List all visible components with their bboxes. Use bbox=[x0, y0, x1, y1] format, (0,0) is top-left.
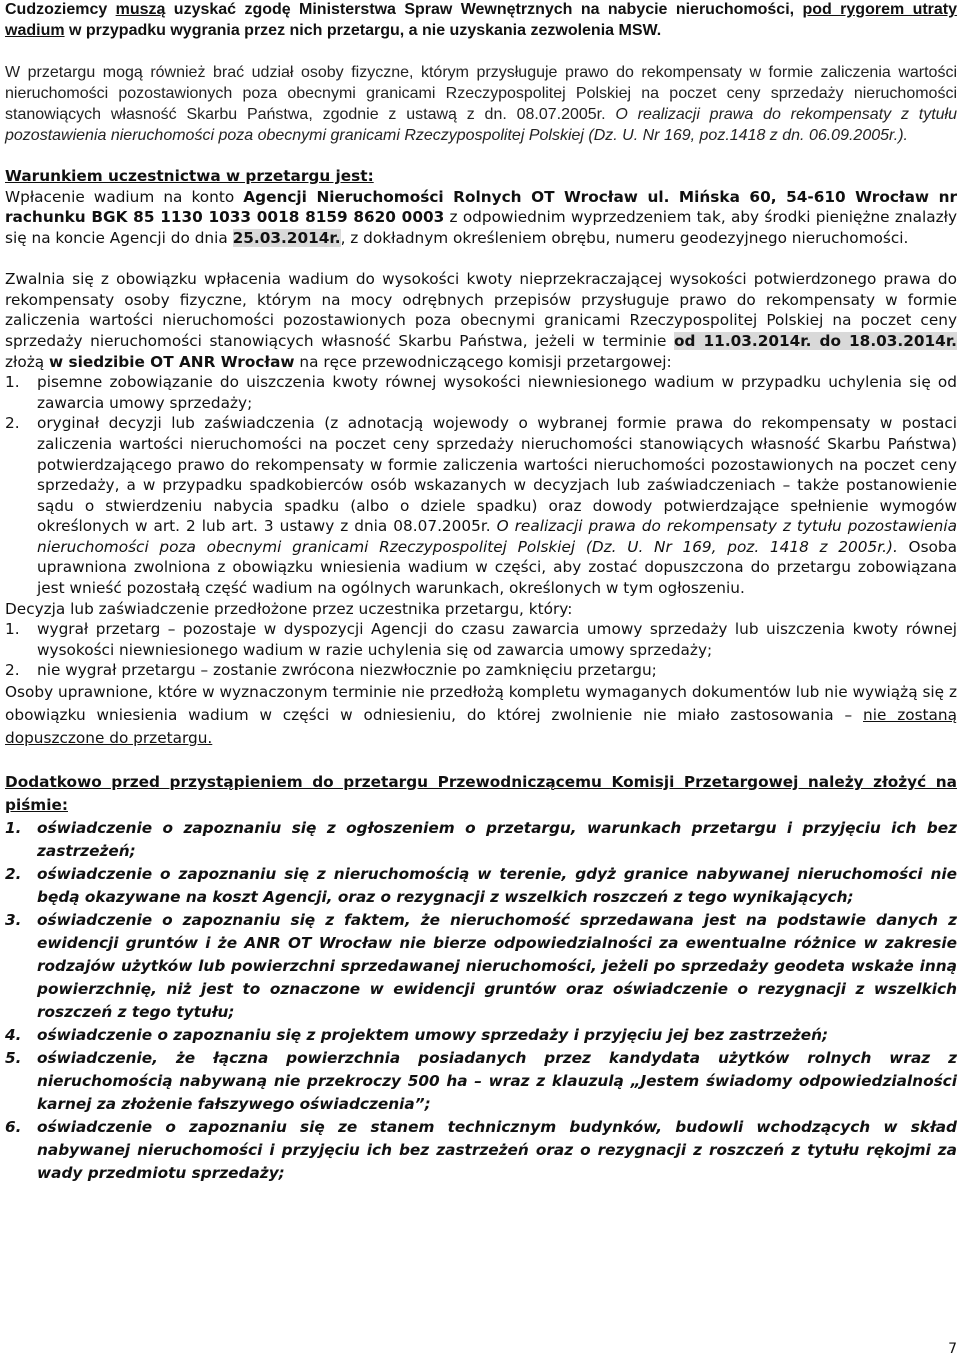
text: nie zostaną dopuszczone do przetargu. bbox=[5, 706, 957, 748]
bank-account: Agencji Nieruchomości Rolnych OT Wrocław ul. Mińska 60, 54-610 Wrocław nr rachunku BGK 85 1130 1033 0018 8159 8620 0003 bbox=[5, 187, 958, 227]
list-number: 1. bbox=[5, 373, 20, 392]
list-text: oświadczenie o zapoznaniu się z faktem, że nieruchomość sprzedawana jest na podstawie danych z ewidencji gruntów i że ANR OT Wrocław nie bierze odpowiedzialności za ewentualne różnice w zakresie rodzajów użytków lub powierzchni sprzedawanej nieruchomości, jeżeli po sprzedaży geodeta wskaże inną powierzchnię, niż jest to oznaczone w ewidencji gruntów oraz oświadczenie o rezygnacji z wszelkich roszczeń z tego tytułu; bbox=[37, 910, 957, 1021]
list-text: oświadczenie o zapoznaniu się z nieruchomością w terenie, gdyż granice nabywanej nieruchomości nie będą okazywane na koszt Agencji, oraz o rezygnacji z wszelkich roszczeń z tego wynikających; bbox=[37, 864, 957, 906]
list-number: 2. bbox=[5, 414, 20, 433]
text: w przypadku wygrania przez nich przetargu, a nie uzyskania zezwolenia MSW. bbox=[64, 22, 662, 39]
compensation-paragraph bbox=[5, 62, 957, 146]
list-number: 2. bbox=[5, 864, 22, 883]
list-number: 1. bbox=[5, 620, 20, 639]
list-item bbox=[5, 413, 957, 598]
document-page bbox=[5, 0, 957, 1185]
text: Wpłacenie wadium na konto bbox=[5, 187, 244, 206]
text: Osoby uprawnione, które w wyznaczonym terminie nie przedłożą kompletu wymaganych dokumentów lub nie wywiążą się z obowiązku wniesienia wadium w części w odniesieniu, do której zwolnienie nie miało zastosowania – bbox=[5, 683, 957, 725]
list-text: oświadczenie o zapoznaniu się z ogłoszeniem o przetargu, warunkach przetargu i przyjęciu ich bez zastrzeżeń; bbox=[37, 818, 957, 860]
participation-heading: Warunkiem uczestnictwa w przetargu jest: bbox=[5, 167, 374, 186]
statement-item bbox=[5, 817, 957, 863]
text: O realizacji prawa do rekompensaty z tytułu pozostawienia nieruchomości poza obecnymi granicami Rzeczypospolitej Polskiej (Dz. U. Nr 169, poz.1418 z dn. 06.09.2005r.). bbox=[5, 105, 958, 144]
list-number: 2. bbox=[5, 661, 20, 680]
text: Osoba uprawniona zwolniona z obowiązku wniesienia wadium w części, aby zostać dopuszczona do przetargu zobowiązana jest wnieść pozostałą część wadium na ogólnych warunkach, określonych w tym ogłoszeniu. bbox=[37, 537, 957, 598]
list-item bbox=[5, 372, 957, 413]
text: na ręce przewodniczącego komisji przetargowej: bbox=[294, 352, 672, 371]
statement-item bbox=[5, 863, 957, 909]
text: z odpowiednim wyprzedzeniem tak, aby środki pieniężne znalazły się na koncie Agencji do dnia bbox=[5, 208, 957, 247]
eligibility-paragraph bbox=[5, 681, 957, 750]
text: , z dokładnym określeniem obrębu, numeru geodezyjnego nieruchomości. bbox=[340, 228, 909, 247]
text: pod rygorem utraty wadium bbox=[5, 1, 958, 39]
list-text: oświadczenie o zapoznaniu się z projektem umowy sprzedaży i przyjęciu jej bez zastrzeżeń; bbox=[37, 1025, 829, 1044]
list-number: 3. bbox=[5, 910, 22, 929]
list-number: 5. bbox=[5, 1048, 22, 1067]
text: muszą bbox=[115, 1, 166, 18]
list-text: oświadczenie o zapoznaniu się ze stanem technicznym budynków, budowli wchodzących w skład nabywanej nieruchomości i przyjęciu ich bez zastrzeżeń oraz o rezygnacji z roszczeń z tytułu rękojmi za wady przedmiotu sprzedaży; bbox=[37, 1117, 957, 1182]
exemption-dates: od 11.03.2014r. do 18.03.2014r. bbox=[674, 331, 957, 350]
text: uzyskać zgodę Ministerstwa Spraw Wewnętrznych na nabycie nieruchomości, bbox=[165, 1, 803, 18]
statement-item bbox=[5, 1047, 957, 1116]
list-number: 4. bbox=[5, 1025, 22, 1044]
page-number: 7 bbox=[948, 1341, 957, 1357]
list-item bbox=[5, 660, 957, 681]
text: złożą bbox=[5, 352, 50, 371]
statement-item bbox=[5, 909, 957, 1024]
text: Zwalnia się z obowiązku wpłacenia wadium do wysokości kwoty nieprzekraczającej wysokości potwierdzonego prawa do rekompensaty osoby fizyczne, którym na mocy odrębnych przepisów przysługuje prawo do rekompensaty w formie zaliczenia wartości nieruchomości pozostawionych poza obecnymi granicami Rzeczypospolitej Polskiej na poczet ceny sprzedaży nieruchomości stanowiących własność Skarbu Państwa, jeżeli w terminie bbox=[5, 270, 957, 350]
list-number: 1. bbox=[5, 818, 22, 837]
list-text bbox=[37, 413, 957, 598]
list-text: oświadczenie, że łączna powierzchnia posiadanych przez kandydata użytków rolnych wraz z nieruchomością nabywaną nie przekroczy 500 ha – wraz z klauzulą „Jestem świadomy odpowiedzialności karnej za złożenie fałszywego oświadczenia”; bbox=[37, 1048, 957, 1113]
list-item bbox=[5, 619, 957, 660]
list-text: wygrał przetarg – pozostaje w dyspozycji Agencji do czasu zawarcia umowy sprzedaży lub uiszczenia kwoty równej wysokości niewniesionego wadium w razie uchylenia się od zawarcia umowy sprzedaży; bbox=[37, 620, 957, 659]
list-text: nie wygrał przetargu – zostanie zwrócona niezwłocznie po zamknięciu przetargu; bbox=[37, 661, 657, 680]
text: W przetargu mogą również brać udział osoby fizyczne, którym przysługuje prawo do rekompensaty w formie zaliczenia wartości nieruchomości pozostawionych poza obecnymi granicami Rzeczypospolitej Polskiej na poczet ceny sprzedaży nieruchomości stanowiących własność Skarbu Państwa, zgodnie z ustawą z dn. 08.07.2005r. bbox=[5, 63, 957, 123]
deposit-paragraph bbox=[5, 187, 957, 249]
text: O realizacji prawa do rekompensaty z tytułu pozostawienia nieruchomości poza obecnymi granicami Rzeczypospolitej Polskiej (Dz. U. Nr 169, poz. 1418 z 2005r.). bbox=[37, 517, 957, 556]
foreigners-paragraph bbox=[5, 0, 957, 41]
decision-paragraph: Decyzja lub zaświadczenie przedłożone przez uczestnika przetargu, który: bbox=[5, 599, 573, 618]
text: w siedzibie OT ANR Wrocław bbox=[49, 352, 295, 371]
statement-item bbox=[5, 1116, 957, 1185]
statement-item bbox=[5, 1024, 957, 1047]
list-text: pisemne zobowiązanie do uiszczenia kwoty równej wysokości niewniesionego wadium w przypadku uchylenia się od zawarcia umowy sprzedaży; bbox=[37, 373, 957, 412]
list-number: 6. bbox=[5, 1117, 22, 1136]
text: Cudzoziemcy bbox=[5, 1, 116, 18]
additional-heading: Dodatkowo przed przystąpieniem do przetargu Przewodniczącemu Komisji Przetargowej należy złożyć na piśmie: bbox=[5, 772, 957, 814]
text: oryginał decyzji lub zaświadczenia (z adnotacją wojewody o wybranej formie prawa do rekompensaty w postaci zaliczenia wartości nieruchomości na poczet ceny sprzedaży nieruchomości stanowiących własność Skarbu Państwa) potwierdzającego prawo do rekompensaty w formie zaliczenia wartości nieruchomości pozostawionych na poczet ceny sprzedaży, a w przypadku spadkobierców osób wskazanych w decyzjach lub zaświadczeniach – także postanowienie sądu o stwierdzeniu nabycia spadku (albo o dziele spadku) oraz dowody potwierdzające spełnienie wymogów określonych w art. 2 lub art. 3 ustawy z dnia 08.07.2005r. bbox=[37, 414, 957, 536]
deadline-date: 25.03.2014r. bbox=[232, 228, 341, 247]
exemption-paragraph bbox=[5, 269, 957, 372]
